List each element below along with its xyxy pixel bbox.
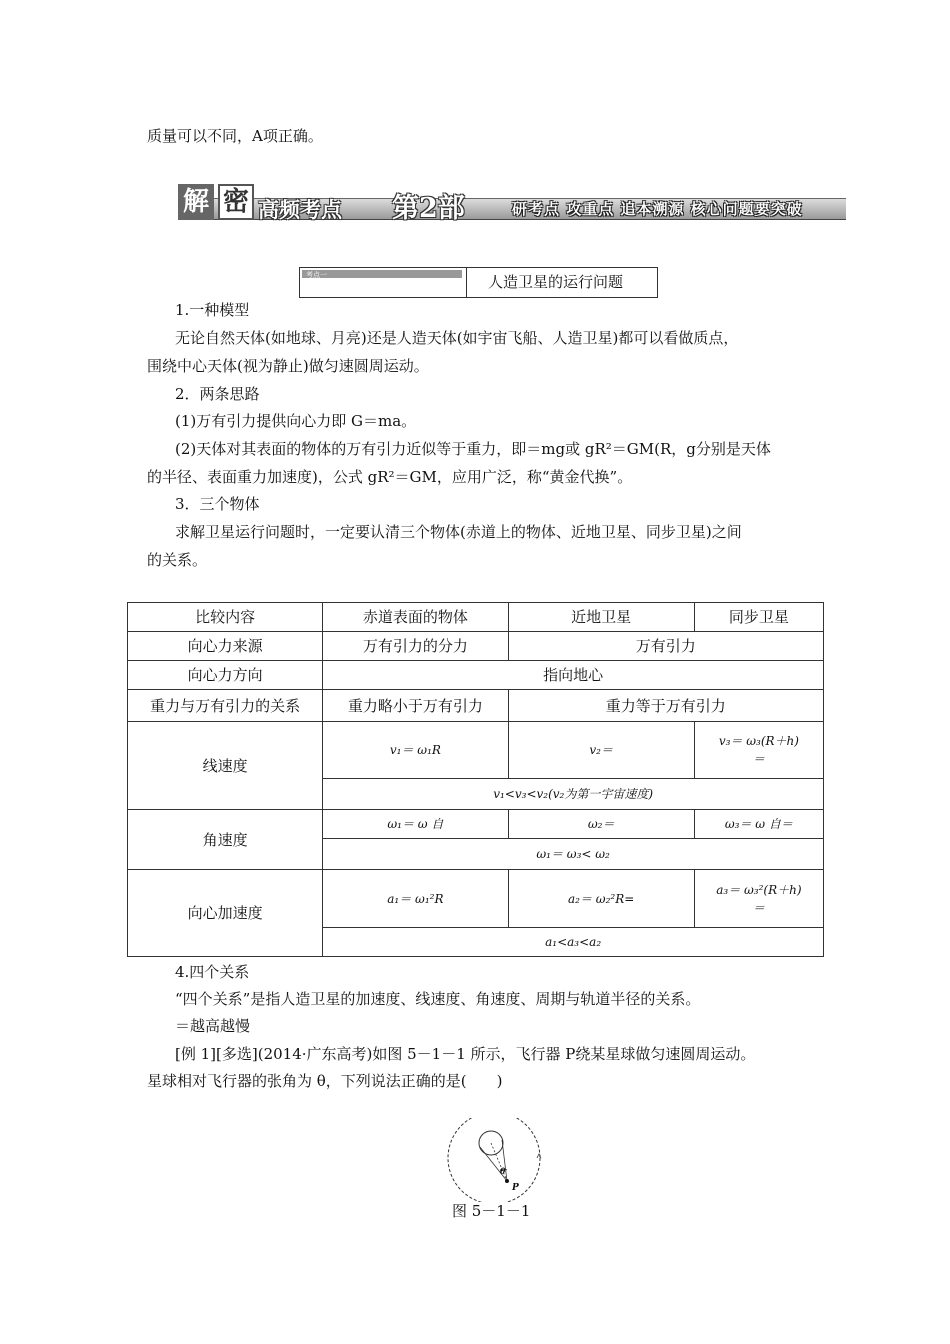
section-banner [178,184,846,224]
heading-model: 1.一种模型 [175,301,250,319]
table-row [128,632,824,661]
table-cell: ω₃＝ ω 自＝ [694,810,823,839]
table-cell: v₁＝ ω₁R [323,722,508,779]
table-cell [694,722,823,779]
table-header-cell: 比较内容 [128,603,323,632]
table-cell: ω₁＝ ω₃< ω₂ [323,839,824,870]
paragraph-text: (1)万有引力提供向心力即 G＝ma。 [175,412,417,430]
table-cell: ω₁＝ ω 自 [323,810,508,839]
table-row [128,690,824,722]
paragraph-text: 求解卫星运行问题时，一定要认清三个物体(赤道上的物体、近地卫星、同步卫星)之间 [175,523,742,541]
table-cell: v₂＝ [508,722,694,779]
paragraph-text: “四个关系”是指人造卫星的加速度、线速度、角速度、周期与轨道半径的关系。 [175,990,701,1008]
orbit-circle [448,1118,540,1202]
theta-label: θ [500,1166,506,1176]
paragraph-text: ＝越高越慢 [175,1017,251,1035]
heading-relations: 4.四个关系 [175,963,250,981]
comparison-table [127,602,824,957]
table-row [128,870,824,928]
banner-part: 第2部 [392,193,465,224]
table-cell: 重力略小于万有引力 [323,690,508,722]
table-cell: 重力等于万有引力 [508,690,823,722]
table-row-label: 向心加速度 [128,870,323,957]
table-row-label: 向心力来源 [128,632,323,661]
topic-title: 人造卫星的运行问题 [488,273,624,291]
topic-divider [466,268,467,297]
paragraph-text: 围绕中心天体(视为静止)做匀速圆周运动。 [147,357,429,375]
topic-tag [302,270,462,278]
figure-caption: 图 5－1－1 [452,1202,531,1220]
point-label: P [512,1183,519,1193]
banner-char-2: 密 [218,184,254,220]
table-row-label: 向心力方向 [128,661,323,690]
table-row [128,722,824,779]
topic-box [299,267,658,298]
table-cell: 指向地心 [323,661,824,690]
paragraph-text: 无论自然天体(如地球、月亮)还是人造天体(如宇宙飞船、人造卫星)都可以看做质点， [175,329,739,347]
table-cell: a₁＝ ω₁²R [323,870,508,928]
banner-slogan: 研考点 攻重点 追本溯源 核心问题要突破 [512,200,803,218]
heading-ideas: 2．两条思路 [175,385,260,403]
orbit-figure [440,1118,550,1202]
table-header-cell: 近地卫星 [508,603,694,632]
table-row [128,661,824,690]
topic-tag-text: 考点一 [306,271,327,279]
top-line: 质量可以不同，A项正确。 [147,127,323,145]
table-row [128,810,824,839]
table-header-cell: 赤道表面的物体 [323,603,508,632]
table-cell: 万有引力的分力 [323,632,508,661]
banner-title: 高频考点 [258,197,342,222]
table-row [128,603,824,632]
example-text: [例 1][多选](2014·广东高考)如图 5－1－1 所示，飞行器 P绕某星球做匀速圆周运动。 [175,1045,756,1063]
formula-line: v₃＝ ω₃(R＋h) [718,734,799,748]
paragraph-text: (2)天体对其表面的物体的万有引力近似等于重力，即＝mg或 gR²＝GM(R，g分别是天体 [175,440,771,458]
table-row-label: 线速度 [128,722,323,810]
direction-arrow-icon [537,1154,541,1158]
table-row-label: 重力与万有引力的关系 [128,690,323,722]
table-cell: v₁<v₃<v₂(v₂为第一宇宙速度) [323,779,824,810]
table-cell: a₂＝ ω₂²R= [508,870,694,928]
table-cell: a₁<a₃<a₂ [323,928,824,957]
formula-line: ＝ [752,900,765,915]
table-cell: 万有引力 [508,632,823,661]
paragraph-text: 的半径、表面重力加速度)，公式 gR²＝GM，应用广泛，称“黄金代换”。 [147,468,633,486]
table-header-cell: 同步卫星 [694,603,823,632]
table-row-label: 角速度 [128,810,323,870]
banner-char-1: 解 [178,184,214,220]
table-cell: ω₂＝ [508,810,694,839]
aircraft-point [505,1179,509,1183]
formula-line: ＝ [752,752,765,766]
formula-line: a₃＝ ω₃²(R＋h) [716,882,802,897]
paragraph-text: 的关系。 [147,551,208,569]
example-text: 星球相对飞行器的张角为 θ，下列说法正确的是( ) [147,1072,503,1090]
table-cell [694,870,823,928]
heading-objects: 3．三个物体 [175,495,260,513]
